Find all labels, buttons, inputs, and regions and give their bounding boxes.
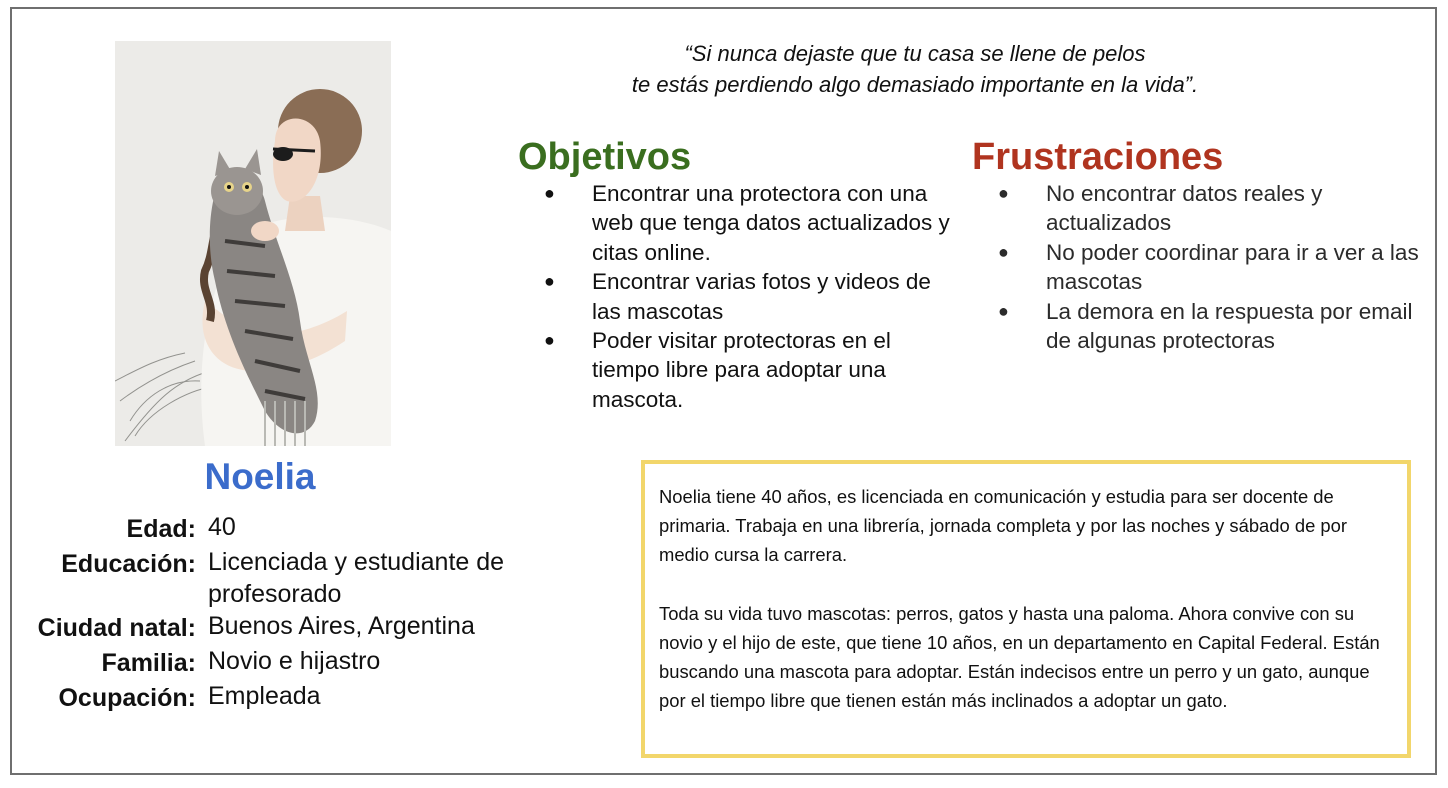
list-item-text: No poder coordinar para ir a ver a las mascotas (1046, 239, 1419, 295)
fact-label: Educación: (61, 550, 196, 578)
persona-facts (14, 511, 574, 715)
fact-value: Empleada (208, 682, 321, 710)
list-item-text: Encontrar una protectora con una web que tenga datos actualizados y citas online. (592, 181, 950, 265)
list-item (518, 179, 958, 267)
bullet-icon: ● (544, 271, 555, 292)
objectives-section (518, 135, 958, 414)
quote-line-2: te estás perdiendo algo demasiado importante en la vida”. (631, 72, 1199, 97)
fact-label: Ocupación: (58, 684, 196, 712)
list-item (972, 179, 1432, 238)
bio-box (641, 460, 1411, 758)
fact-hometown (14, 610, 574, 645)
bullet-icon: ● (544, 183, 555, 203)
list-item-text: Encontrar varias fotos y videos de las mascotas (592, 269, 931, 324)
bullet-icon: ● (544, 330, 555, 351)
fact-value: 40 (208, 513, 236, 541)
persona-photo (115, 41, 391, 446)
list-item-text: No encontrar datos reales y actualizados (1046, 181, 1323, 236)
objectives-list (518, 179, 958, 414)
persona-name: Noelia (204, 456, 316, 497)
persona-quote (555, 38, 1275, 100)
bullet-icon: ● (998, 241, 1009, 262)
list-item-text: Poder visitar protectoras en el tiempo libre para adoptar una mascota. (592, 328, 891, 412)
fact-family (14, 645, 574, 680)
list-item (518, 267, 958, 326)
bullet-icon: ● (998, 300, 1009, 321)
fact-value: Novio e hijastro (208, 647, 381, 675)
fact-label: Familia: (101, 649, 196, 677)
list-item-text: La demora en la respuesta por email de algunas protectoras (1046, 298, 1413, 354)
bio-paragraph: Toda su vida tuvo mascotas: perros, gatos y hasta una paloma. Ahora convive con su novio y el hijo de este, que tiene 10 años, en un departamento en Capital Federal. Están buscando una mascota para adoptar. Están indecisos entre un perro y un gato, aunque por el tiempo libre que tienen están más inclinados a adoptar un gato. (659, 602, 1380, 712)
woman-holding-cat-photo-icon (115, 41, 391, 446)
fact-age (14, 511, 574, 546)
fact-occupation (14, 680, 574, 715)
frustrations-section (972, 135, 1432, 355)
fact-label: Edad: (126, 515, 196, 543)
bio-paragraph: Noelia tiene 40 años, es licenciada en comunicación y estudia para ser docente de primaria. Trabaja en una librería, jornada completa y por las noches y sábado de por medio cursa la carrera. (659, 486, 1347, 566)
list-item (972, 238, 1432, 297)
fact-value: Licenciada y estudiante de profesorado (208, 548, 505, 608)
list-item (972, 297, 1432, 356)
fact-education (14, 546, 574, 610)
frustrations-list (972, 179, 1432, 355)
list-item (518, 326, 958, 414)
fact-value: Buenos Aires, Argentina (208, 612, 475, 640)
bullet-icon: ● (998, 183, 1009, 203)
frustrations-heading: Frustraciones (972, 136, 1224, 178)
objectives-heading: Objetivos (518, 136, 692, 178)
quote-line-1: “Si nunca dejaste que tu casa se llene de pelos (684, 41, 1146, 66)
fact-label: Ciudad natal: (37, 614, 196, 642)
